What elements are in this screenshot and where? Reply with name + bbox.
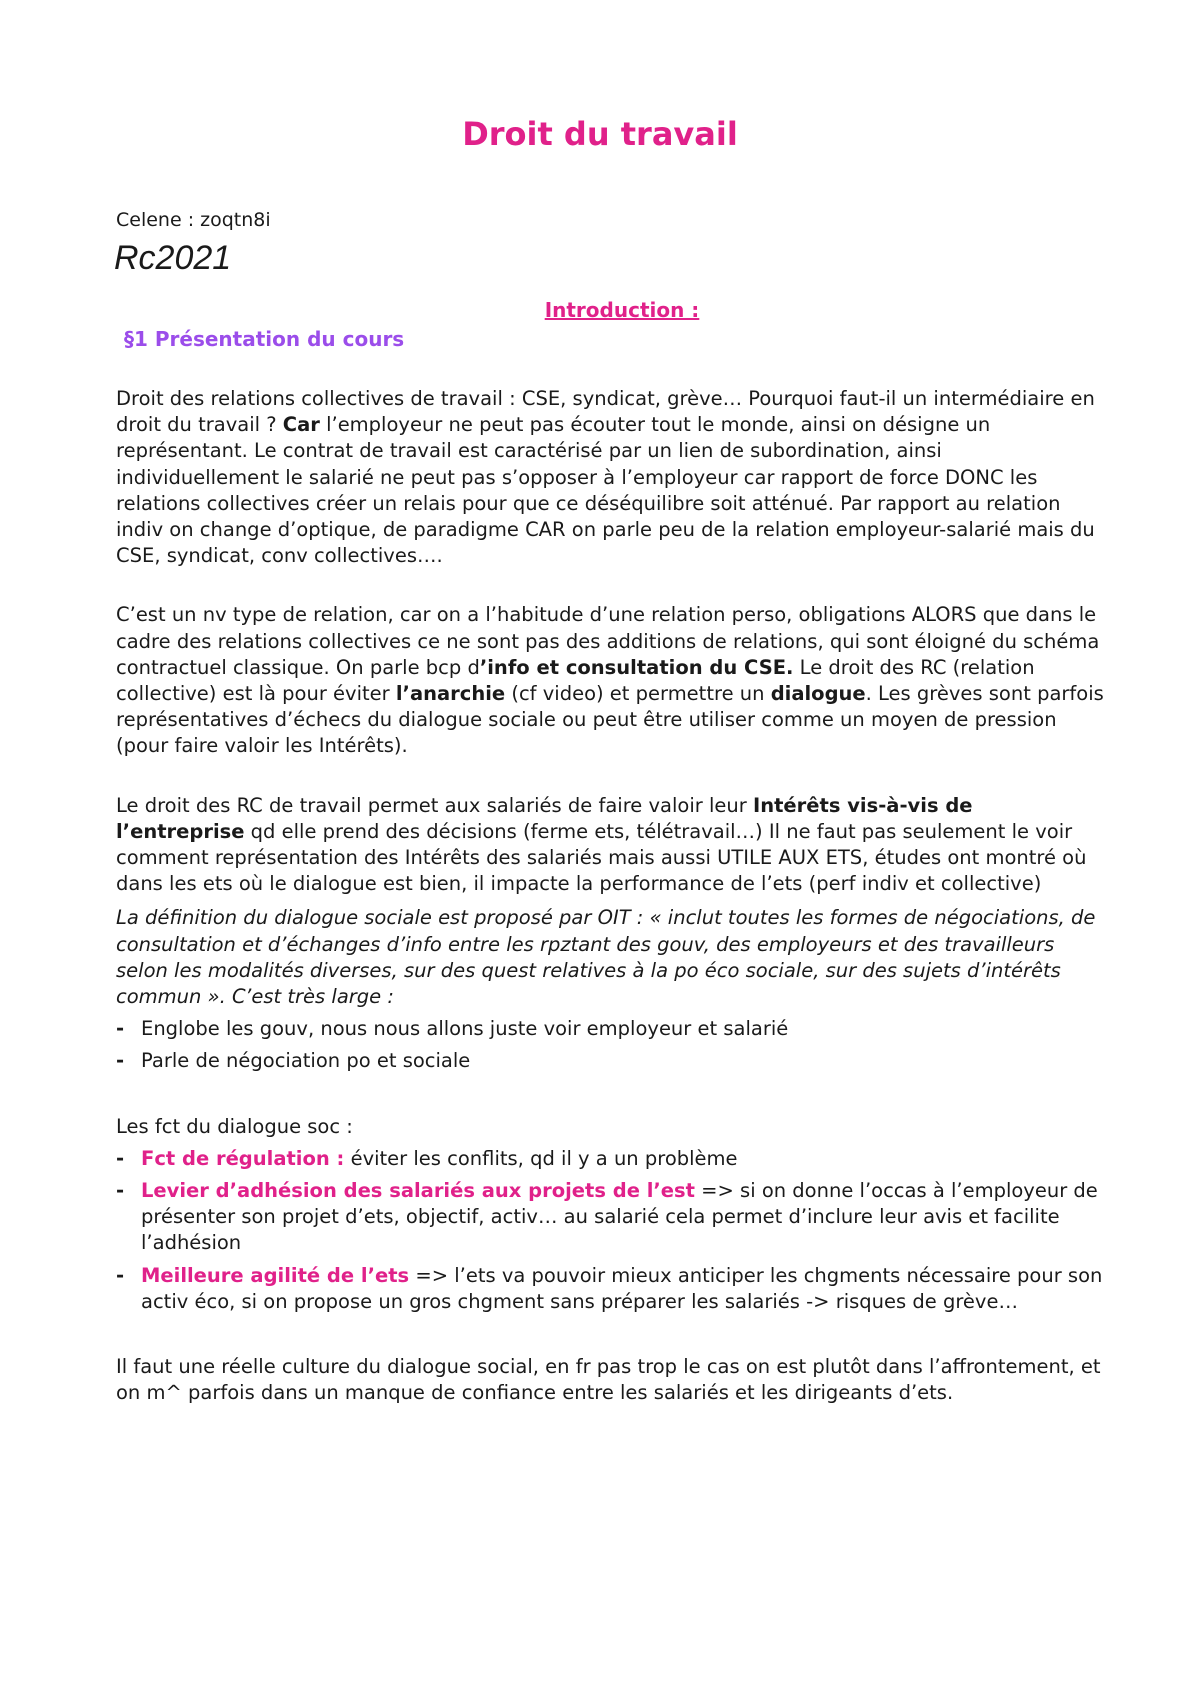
p2-text-a: C’est un nv type de relation, car on a l’habitude d’une relation perso, obligations ALORS que dans le cadre des relations collectives ce ne sont pas des additions de relations, qui sont éloigné du schéma contractuel classique. On parle bcp d	[116, 603, 1100, 679]
list-item	[116, 1146, 1106, 1172]
p1-bold-car: Car	[282, 413, 320, 437]
paragraph-6: Il faut une réelle culture du dialogue social, en fr pas trop le cas on est plutôt dans l’affrontement, et on m^ parfois dans un manque de confiance entre les salariés et les dirigeants d’ets.	[116, 1355, 1101, 1405]
p3-text-c: qd elle prend des décisions (ferme ets, télétravail…) Il ne faut pas seulement le voir comment représentation des Intérêts des salariés mais aussi UTILE AUX ETS, études ont montré où dans les ets où le dialogue est bien, il impacte la performance de l’ets (perf indiv et collective)	[116, 819, 1087, 896]
list-scope	[116, 1016, 1106, 1074]
function-term: Fct de régulation :	[141, 1146, 345, 1170]
list-item: - Parle de négociation po et sociale	[116, 1048, 1106, 1074]
p2-text-c: Le droit des RC (relation collective) est là pour éviter	[116, 655, 1035, 706]
section-heading: §1 Présentation du cours	[124, 327, 405, 351]
document-title: Droit du travail	[462, 115, 738, 153]
function-desc: éviter les conflits, qd il y a un problème	[344, 1146, 738, 1170]
list-functions	[116, 1146, 1106, 1315]
p2-text-e: (cf video) et permettre un	[505, 682, 771, 706]
credentials-line: Celene : zoqtn8i	[116, 209, 271, 231]
p1-text-a: Droit des relations collectives de travail : CSE, syndicat, grève… Pourquoi faut-il un intermédiaire en droit du travail ?	[116, 387, 1095, 437]
p2-bold-info: ’info et consultation du CSE.	[479, 655, 794, 679]
p3-bold-interets: Intérêts vis-à-vis de l’entreprise	[116, 793, 973, 843]
function-desc: => si on donne l’occas à l’employeur de présenter son projet d’ets, objectif, activ… au salarié cela permet d’inclure leur avis et facilite l’adhésion	[141, 1179, 1098, 1255]
p2-text-g: . Les grèves sont parfois représentatives d’échecs du dialogue sociale ou peut être utiliser comme un moyen de pression (pour faire valoir les Intérêts).	[116, 682, 1104, 758]
list-item	[116, 1263, 1106, 1315]
list-item	[116, 1178, 1106, 1257]
handwritten-signature: Rc2021	[114, 239, 232, 277]
p2-bold-anarchie: l’anarchie	[395, 682, 506, 706]
p4-italic-definition: La définition du dialogue sociale est proposé par OIT : « inclut toutes les formes de négociations, de consultation et d’échanges d’info entre les rpztant des gouv, des employeurs et des travailleurs selon les modalités diverses, sur des quest relatives à la po éco sociale, sur des sujets d’intérêts commun ». C’est très large :	[116, 906, 1096, 1009]
paragraph-1	[116, 386, 1106, 569]
function-desc: => l’ets va pouvoir mieux anticiper les chgments nécessaire pour son activ éco, si on propose un gros chgment sans préparer les salariés -> risques de grève…	[141, 1263, 1103, 1313]
paragraph-4	[116, 905, 1106, 1010]
introduction-heading: Introduction :	[544, 298, 700, 322]
document-body	[116, 386, 1106, 1407]
paragraph-2	[116, 602, 1106, 759]
paragraph-3	[116, 793, 1106, 898]
p3-text-a: Le droit des RC de travail permet aux salariés de faire valoir leur	[116, 793, 753, 817]
function-term: Levier d’adhésion des salariés aux projets de l’est	[141, 1179, 695, 1203]
function-term: Meilleure agilité de l’ets	[141, 1263, 410, 1287]
list-item: - Englobe les gouv, nous nous allons juste voir employeur et salarié	[116, 1016, 1106, 1042]
p1-text-c: l’employeur ne peut pas écouter tout le monde, ainsi on désigne un représentant. Le contrat de travail est caractérisé par un lien de subordination, ainsi individuellement le salarié ne peut pas s’opposer à l’employeur car rapport de force DONC les relations collectives créer un relais pour que ce déséquilibre soit atténué. Par rapport au relation indiv on change d’optique, de paradigme CAR on parle peu de la relation employeur-salarié mais du CSE, syndicat, conv collectives….	[116, 413, 1095, 568]
paragraph-5: Les fct du dialogue soc :	[116, 1114, 353, 1138]
p2-bold-dialogue: dialogue	[770, 682, 866, 706]
